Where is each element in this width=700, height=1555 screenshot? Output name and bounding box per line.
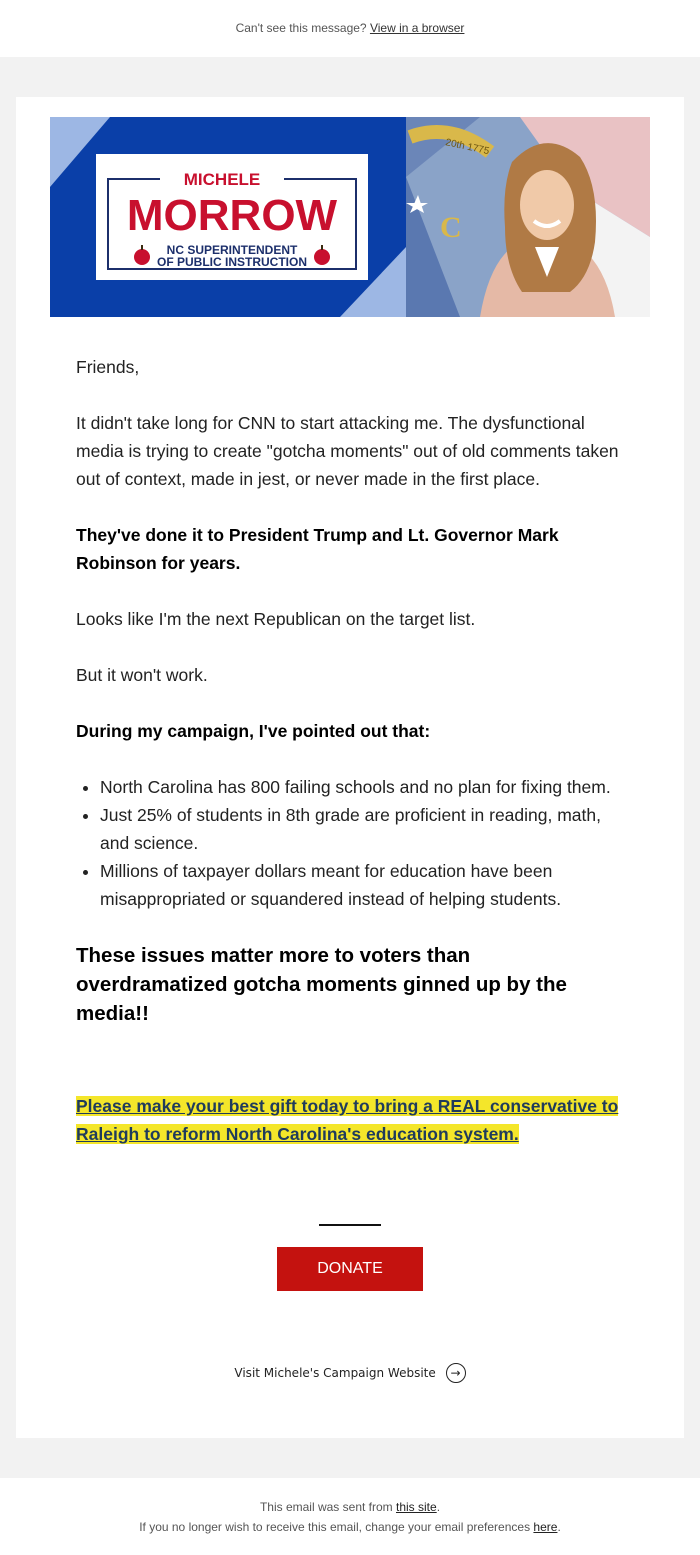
email-card	[16, 97, 684, 1438]
logo-name-top: MICHELE	[183, 170, 261, 189]
donation-appeal-link[interactable]: Please make your best gift today to bring a REAL conservative to Raleigh to reform North Carolina's education system.	[76, 1096, 619, 1144]
arrow-right-circle-icon[interactable]: →	[446, 1363, 466, 1383]
paragraph-1: It didn't take long for CNN to start attacking me. The dysfunctional media is trying to create "gotcha moments" out of old comments taken out of context, made in jest, or never made in the first place.	[76, 413, 619, 489]
apple-icon	[134, 249, 150, 265]
donate-button[interactable]: DONATE	[277, 1247, 423, 1291]
logo-name-main: MORROW	[126, 191, 338, 240]
list-item: • North Carolina has 800 failing schools and no plan for fixing them.	[100, 773, 626, 801]
issues-list	[76, 773, 626, 913]
paragraph-2: They've done it to President Trump and Lt. Governor Mark Robinson for years.	[76, 525, 559, 573]
campaign-banner	[50, 117, 650, 317]
footer-line-1: This email was sent from this site.	[259, 1500, 441, 1514]
preheader-text: Can't see this message?	[235, 21, 367, 35]
logo-office-line1: NC SUPERINTENDENT	[166, 243, 298, 257]
list-item: • Just 25% of students in 8th grade are proficient in reading, math, and science.	[100, 801, 626, 857]
apple-icon	[314, 249, 330, 265]
paragraph-4: But it won't work.	[76, 665, 208, 685]
donation-appeal	[76, 1092, 636, 1148]
preferences-link[interactable]: here	[533, 1520, 558, 1534]
flag-letter: C	[440, 211, 462, 244]
headline-statement: These issues matter more to voters than overdramatized gotcha moments ginned up by the media!!	[76, 944, 567, 1025]
footer-sent-text: This email was sent from	[259, 1500, 393, 1514]
greeting: Friends,	[76, 357, 140, 377]
view-in-browser-link[interactable]: View in a browser	[369, 21, 465, 35]
footer-line-2: If you no longer wish to receive this email, change your email preferences here.	[139, 1520, 561, 1534]
flag-date-text: 20th 1775	[444, 137, 491, 158]
visit-website-label[interactable]: Visit Michele's Campaign Website	[234, 1366, 436, 1380]
logo-office-line2: OF PUBLIC INSTRUCTION	[157, 255, 307, 269]
visit-website-link[interactable]	[16, 1363, 684, 1385]
this-site-link[interactable]: this site	[396, 1500, 437, 1514]
paragraph-5: During my campaign, I've pointed out that:	[76, 721, 431, 741]
divider	[319, 1224, 381, 1226]
paragraph-3: Looks like I'm the next Republican on the target list.	[76, 609, 476, 629]
email-footer	[0, 1478, 700, 1555]
list-item: • Millions of taxpayer dollars meant for education have been misappropriated or squandered instead of helping students.	[100, 857, 626, 913]
preheader	[0, 0, 700, 57]
email-body	[76, 353, 626, 1028]
footer-unsubscribe-text: If you no longer wish to receive this email, change your email preferences	[139, 1520, 531, 1534]
